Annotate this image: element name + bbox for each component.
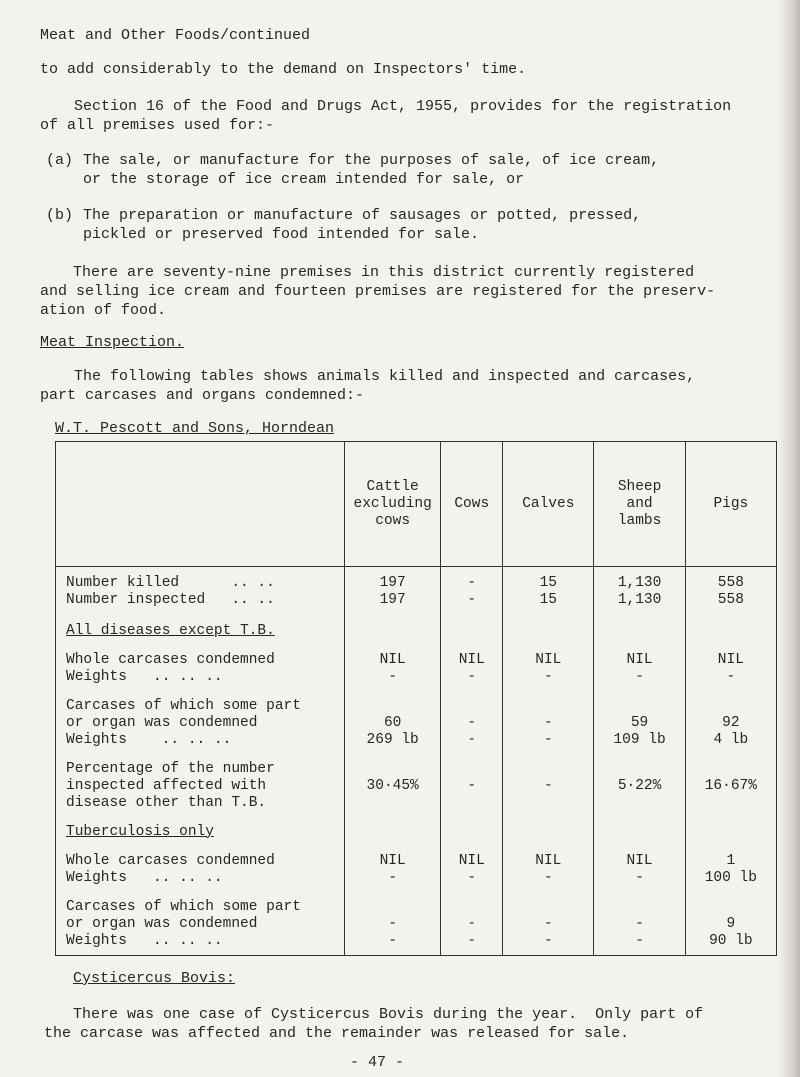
table-row: Number killed .. .. 197 - 15 1,130 558: [56, 575, 777, 592]
section-all-diseases: All diseases except T.B.: [66, 622, 275, 639]
table-row: Percentage of the number inspected affected with disease other than T.B. 30·45% - - 5·22% 16·67%: [56, 761, 777, 812]
heading-meat-inspection: Meat Inspection.: [40, 334, 185, 351]
paragraph-5-line-2: the carcase was affected and the remainder was released for sale.: [44, 1025, 630, 1042]
table-row: Whole carcases condemned Weights .. .. .. NIL - NIL - NIL - NIL - NIL -: [56, 652, 777, 686]
paragraph-5-line-1: There was one case of Cysticercus Bovis during the year. Only part of: [73, 1006, 704, 1023]
section-row: [56, 824, 777, 841]
continued-header: Meat and Other Foods/continued: [40, 27, 311, 44]
meat-inspection-table: [55, 441, 777, 956]
section-tuberculosis: Tuberculosis only: [66, 823, 214, 840]
header-sheep: Sheep and lambs: [594, 442, 685, 567]
paragraph-2-line-1: Section 16 of the Food and Drugs Act, 1955, provides for the registration: [74, 98, 732, 115]
table-header-row: [56, 442, 777, 567]
table-row: Number inspected .. .. 197 - 15 1,130 558: [56, 592, 777, 609]
page-edge-shadow: [778, 0, 800, 1077]
header-calves: Calves: [503, 442, 594, 567]
item-a-line-2: or the storage of ice cream intended for sale, or: [83, 171, 525, 188]
paragraph-2-line-2: of all premises used for:-: [40, 117, 275, 134]
header-cows: Cows: [441, 442, 503, 567]
item-a-line-1: The sale, or manufacture for the purposes of sale, of ice cream,: [83, 152, 660, 169]
table-row: Carcases of which some part or organ was condemned Weights .. .. .. 60 269 lb - - - - 59 109 lb 92 4 lb: [56, 698, 777, 749]
firm-name: W.T. Pescott and Sons, Horndean: [55, 420, 335, 437]
paragraph-3-line-2: and selling ice cream and fourteen premises are registered for the preserv-: [40, 283, 716, 300]
table-row: Carcases of which some part or organ was condemned Weights .. .. .. - - - - - - - - 9 90 lb: [56, 899, 777, 950]
item-b-line-2: pickled or preserved food intended for sale.: [83, 226, 480, 243]
header-blank: [56, 442, 345, 567]
heading-cysticercus: Cysticercus Bovis:: [73, 970, 236, 987]
header-pigs: Pigs: [685, 442, 776, 567]
section-row: [56, 623, 777, 640]
item-b-line-1: The preparation or manufacture of sausages or potted, pressed,: [83, 207, 642, 224]
page-number: - 47 -: [350, 1054, 405, 1071]
header-cattle: Cattle excluding cows: [345, 442, 441, 567]
item-b-label: (b): [46, 207, 74, 224]
item-a-label: (a): [46, 152, 74, 169]
paragraph-3-line-1: There are seventy-nine premises in this district currently registered: [73, 264, 695, 281]
paragraph-3-line-3: ation of food.: [40, 302, 167, 319]
table-row: Whole carcases condemned Weights .. .. .. NIL - NIL - NIL - NIL - 1 100 lb: [56, 853, 777, 887]
paragraph-4-line-1: The following tables shows animals killed and inspected and carcases,: [74, 368, 696, 385]
paragraph-4-line-2: part carcases and organs condemned:-: [40, 387, 365, 404]
paragraph-1: to add considerably to the demand on Inspectors' time.: [40, 61, 527, 78]
